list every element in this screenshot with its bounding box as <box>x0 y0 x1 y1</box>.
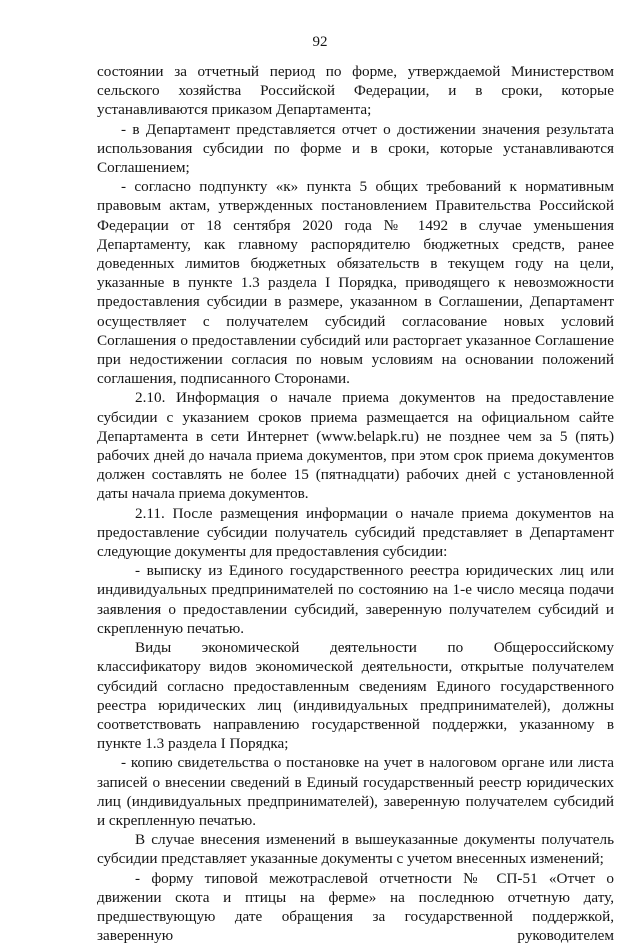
paragraph-reporting-form: состоянии за отчетный период по форме, утверждаемой Министерством сельского хозяйства Российской Федерации, и в сроки, которые устанавливаются приказом Департамента; <box>97 63 614 119</box>
paragraph-2-10: 2.10. Информация о начале приема документов на предоставление субсидии с указанием сроков приема размещается на официальном сайте Департамента в сети Интернет (www.belapk.ru) не позднее чем за 5 (пять) рабочих дней до начала приема документов, при этом срок приема документов должен составлять не более 15 (пятнадцати) рабочих дней с установленной даты начала приема документов. <box>97 389 614 503</box>
paragraph-tax-certificate: - копию свидетельства о постановке на учет в налоговом органе или листа записей о внесении сведений в Единый государственный реестр юридических лиц (индивидуальных предпринимателей), заверенную получателем субсидий и скрепленную печатью. <box>97 754 614 829</box>
paragraph-changes: В случае внесения изменений в вышеуказанные документы получатель субсидии представляет указанные документы с учетом внесенных изменений; <box>97 831 614 868</box>
paragraph-activity-types: Виды экономической деятельности по Общероссийскому классификатору видов экономической деятельности, открытые получателем субсидий согласно предоставленным сведениям Единого государственного реестра юридических лиц (индивидуальных предпринимателей), должны соответствовать направлению государственной поддержки, указанному в пункте 1.3 раздела I Порядка; <box>97 639 614 753</box>
paragraph-result-report: - в Департамент представляется отчет о достижении значения результата использования субсидии по форме и в сроки, которые устанавливаются Соглашением; <box>97 120 614 177</box>
paragraph-sp51-form: - форму типовой межотраслевой отчетности № СП-51 «Отчет о движении скота и птицы на ферме» на последнюю отчетную дату, предшествующую дате обращения за государственной поддержкой, заверенную руководителем <box>97 869 614 945</box>
page-number: 92 <box>312 34 328 50</box>
document-body <box>97 62 614 945</box>
paragraph-registry-extract: - выписку из Единого государственного реестра юридических лиц или индивидуальных предпринимателей по состоянию на 1-е число месяца подачи заявления о предоставлении субсидий, заверенную получателем субсидий и скрепленную печатью. <box>97 562 614 637</box>
paragraph-2-11: 2.11. После размещения информации о начале приема документов на предоставление субсидии получатель субсидий представляет в Департамент следующие документы для предоставления субсидии: <box>97 504 614 561</box>
paragraph-subparagraph-k: - согласно подпункту «к» пункта 5 общих требований к нормативным правовым актам, утвержденных постановлением Правительства Российской Федерации от 18 сентября 2020 года № 1492 в случае уменьшения Департаменту, как главному распорядителю бюджетных средств, ранее доведенных лимитов бюджетных обязательств в текущем году на цели, указанные в пункте 1.3 раздела I Порядка, приводящего к невозможности предоставления субсидии в размере, указанном в Соглашении, Департамент осуществляет с получателем субсидий согласование новых условий Соглашения о предоставлении субсидий или расторгает указанное Соглашение при недостижении согласия по новым условиям на основании положений соглашения, подписанного Сторонами. <box>97 178 614 388</box>
